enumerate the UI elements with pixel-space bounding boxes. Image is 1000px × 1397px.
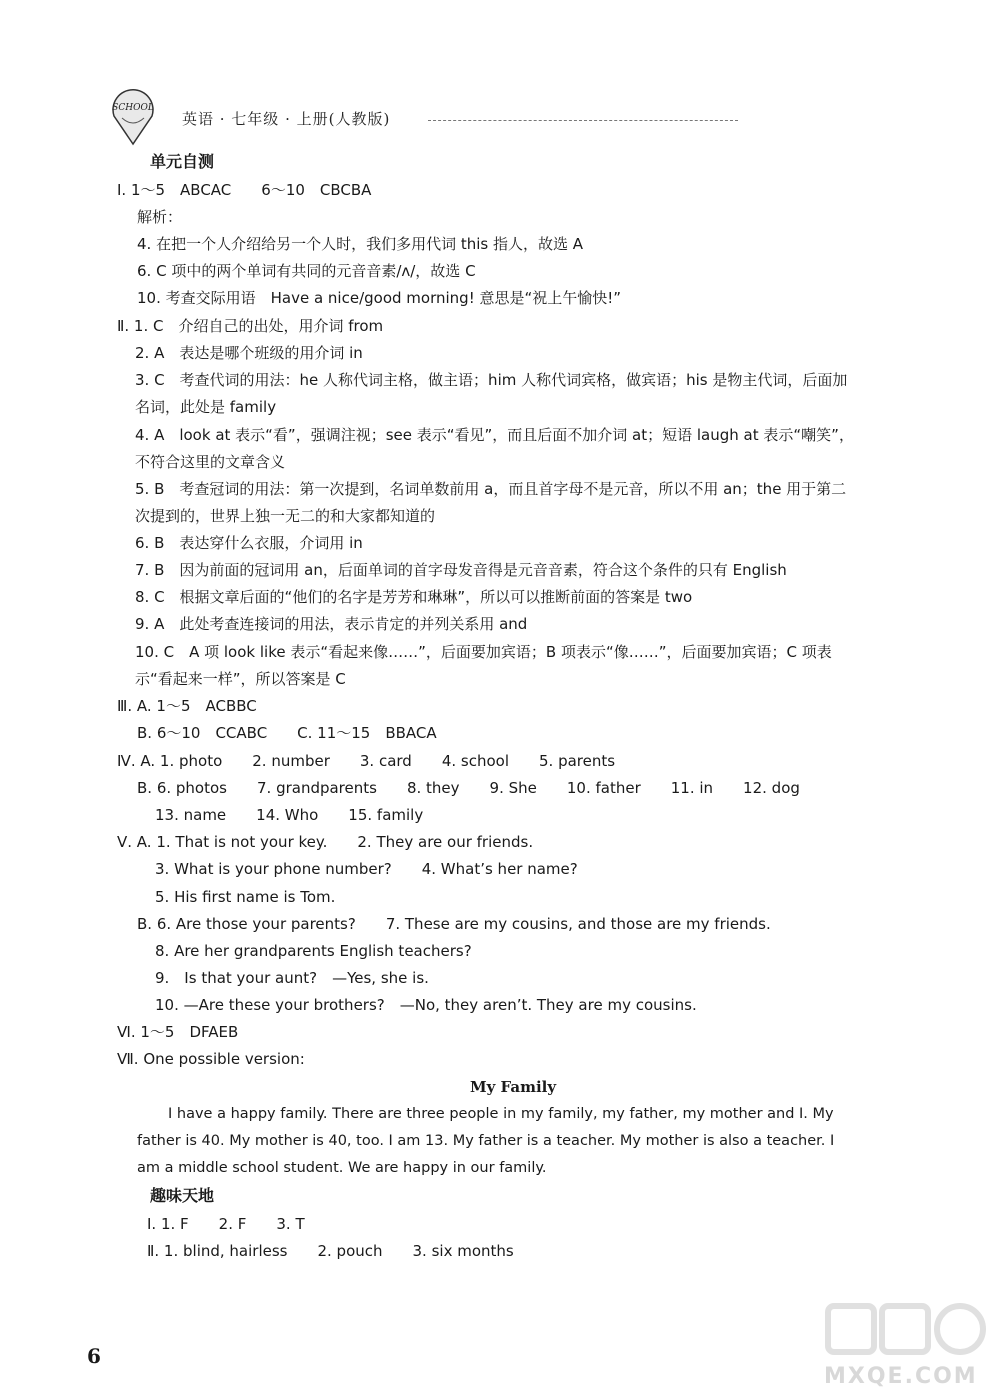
essay-line: am a middle school student. We are happy in our family. <box>137 1160 547 1176</box>
answer-line: Ⅲ. A. 1～5 ACBBC <box>117 697 257 715</box>
book-title: 英语 · 七年级 · 上册(人教版) <box>182 110 391 128</box>
answer-line: 次提到的，世界上独一无二的和大家都知道的 <box>135 507 436 525</box>
answer-line: 10. 考查交际用语 Have a nice/good morning! 意思是“祝上午愉快!” <box>137 289 622 307</box>
page-number: 6 <box>87 1344 101 1368</box>
answer-line: B. 6～10 CCABC C. 11～15 BBACA <box>137 724 437 742</box>
essay-title: My Family <box>470 1078 557 1096</box>
answer-line: 6. B 表达穿什么衣服，介词用 in <box>135 534 363 552</box>
answer-line: 6. C 项中的两个单词有共同的元音音素/ʌ/，故选 C <box>137 262 476 280</box>
answer-line: 8. C 根据文章后面的“他们的名字是芳芳和琳琳”，所以可以推断前面的答案是 two <box>135 588 693 606</box>
answer-line: Ⅱ. 1. C 介绍自己的出处，用介词 from <box>117 317 384 335</box>
answer-line: Ⅰ. 1～5 ABCAC 6～10 CBCBA <box>117 181 372 199</box>
section-heading-fun-corner: 趣味天地 <box>150 1186 215 1205</box>
answer-line: 示“看起来一样”，所以答案是 C <box>135 670 346 688</box>
answer-line: 5. B 考查冠词的用法：第一次提到，名词单数前用 a，而且首字母不是元音，所以不用 an；the 用于第二 <box>135 480 847 498</box>
school-logo <box>104 88 162 146</box>
answer-line: Ⅵ. 1～5 DFAEB <box>117 1023 239 1041</box>
answer-line: 5. His first name is Tom. <box>155 888 336 906</box>
answer-line: 10. C A 项 look like 表示“看起来像……”，后面要加宾语；B 项表示“像……”，后面要加宾语；C 项表 <box>135 643 832 661</box>
answer-line: Ⅳ. A. 1. photo 2. number 3. card 4. school 5. parents <box>117 752 616 770</box>
answer-line: 3. C 考查代词的用法：he 人称代词主格，做主语；him 人称代词宾格，做宾语；his 是物主代词，后面加 <box>135 371 848 389</box>
answer-line: Ⅰ. 1. F 2. F 3. T <box>147 1215 305 1233</box>
header-rule <box>428 120 738 121</box>
answer-line: Ⅱ. 1. blind, hairless 2. pouch 3. six months <box>147 1242 514 1260</box>
answer-line: 4. A look at 表示“看”，强调注视；see 表示“看见”，而且后面不加介词 at；短语 laugh at 表示“嘲笑”， <box>135 426 854 444</box>
answer-line: 9. A 此处考查连接词的用法，表示肯定的并列关系用 and <box>135 615 528 633</box>
answer-line: 8. Are her grandparents English teachers? <box>155 942 472 960</box>
answer-line: 名词，此处是 family <box>135 398 277 416</box>
watermark-text: MXQE.COM <box>824 1364 978 1389</box>
section-heading-unit-test: 单元自测 <box>150 152 215 171</box>
answer-line: 3. What is your phone number? 4. What’s her name? <box>155 860 578 878</box>
answer-line: Ⅴ. A. 1. That is not your key. 2. They are our friends. <box>117 833 534 851</box>
answer-line: 解析： <box>137 208 183 226</box>
answer-line: 不符合这里的文章含义 <box>135 453 286 471</box>
answer-line: 13. name 14. Who 15. family <box>155 806 424 824</box>
essay-line: I have a happy family. There are three people in my family, my father, my mother and I. My <box>168 1106 834 1122</box>
answer-line: 9. Is that your aunt? —Yes, she is. <box>155 969 429 987</box>
logo-text: SCHOOL <box>112 103 154 113</box>
answer-line: 7. B 因为前面的冠词用 an，后面单词的首字母发音得是元音音素，符合这个条件的只有 English <box>135 561 787 579</box>
essay-line: father is 40. My mother is 40, too. I am 13. My father is a teacher. My mother is also a teacher. I <box>137 1133 835 1149</box>
answer-line: 10. —Are these your brothers? —No, they aren’t. They are my cousins. <box>155 996 697 1014</box>
answer-line: Ⅶ. One possible version: <box>117 1050 305 1068</box>
answer-line: 2. A 表达是哪个班级的用介词 in <box>135 344 363 362</box>
answer-line: 4. 在把一个人介绍给另一个人时，我们多用代词 this 指人，故选 A <box>137 235 584 253</box>
answer-line: B. 6. Are those your parents? 7. These are my cousins, and those are my friends. <box>137 915 771 933</box>
answer-line: B. 6. photos 7. grandparents 8. they 9. She 10. father 11. in 12. dog <box>137 779 800 797</box>
